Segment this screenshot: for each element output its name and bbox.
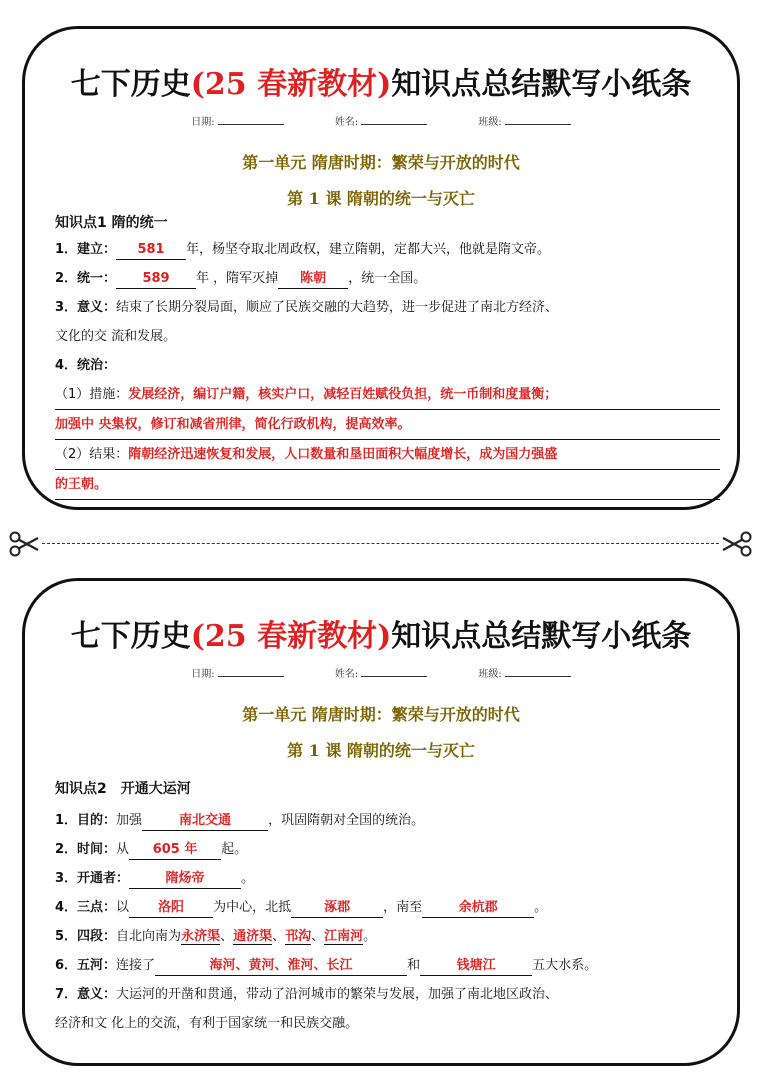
- answer-blank[interactable]: 钱塘江: [420, 957, 532, 976]
- answer-blank[interactable]: 海河、黄河、淮河、长江: [155, 957, 407, 976]
- answer-blank[interactable]: 余杭郡: [422, 899, 534, 918]
- answer-blank[interactable]: 隋炀帝: [129, 870, 241, 889]
- name-field[interactable]: 姓名:: [335, 113, 427, 128]
- knowledge-point-title: 知识点2 开通大运河: [55, 781, 191, 797]
- item-builder: 3．开通者： 隋炀帝 。: [55, 864, 720, 893]
- item-three-points: 4．三点：以 洛阳 为中心，北抵 涿郡 ，南至 余杭郡 。: [55, 893, 720, 922]
- item-rule: 4．统治：: [55, 358, 117, 373]
- card-title: 七下历史(25 春新教材)知识点总结默写小纸条: [70, 67, 692, 102]
- knowledge-body: 1．目的：加强 南北交通 ，巩固隋朝对全国的统治。 2．时间：从 605 年 起。 3．开通者： 隋炀帝 。 4．三点：以 洛阳 为中心，北抵 涿郡 ，南至 余杭郡 。 5．四段：自北向南为永济渠、通济渠、邗沟、江南河。 6．五河：连接了 海河、黄河、淮河、长江 和 钱塘江 五大水系。 7．意义：大运河的开凿和贯通，带动了沿河城市的繁荣与发展，加强了南北地区政治、 经济和文 化上的交流，有利于国家统一和民族交融。: [55, 806, 720, 1038]
- unit-heading: 第一单元 隋唐时期：繁荣与开放的时代: [242, 153, 520, 172]
- answer-blank[interactable]: 涿郡: [291, 899, 383, 918]
- item-five-rivers: 6．五河：连接了 海河、黄河、淮河、长江 和 钱塘江 五大水系。: [55, 951, 720, 980]
- answer-blank[interactable]: 南北交通: [142, 812, 268, 831]
- answer-blank[interactable]: 605 年: [129, 841, 221, 860]
- answer-blank[interactable]: 陈朝: [278, 270, 348, 289]
- measures-line-1[interactable]: （1）措施：发展经济，编订户籍，核实户口，减轻百姓赋役负担，统一币制和度量衡；: [55, 380, 720, 410]
- scissors-icon: [8, 530, 40, 558]
- item-significance: 7．意义：大运河的开凿和贯通，带动了沿河城市的繁荣与发展，加强了南北地区政治、: [55, 987, 559, 1002]
- meta-fields: [25, 113, 737, 128]
- results-line-2[interactable]: 的王朝。: [55, 470, 720, 500]
- name-field[interactable]: 姓名:: [335, 665, 427, 680]
- item-time: 2．时间：从 605 年 起。: [55, 835, 720, 864]
- item-purpose: 1．目的：加强 南北交通 ，巩固隋朝对全国的统治。: [55, 806, 720, 835]
- answer-blank[interactable]: 永济渠: [181, 929, 221, 944]
- item-unify: 2．统一： 589 年 ，隋军灭掉 陈朝 ，统一全国。: [55, 264, 720, 293]
- unit-heading: 第一单元 隋唐时期：繁荣与开放的时代: [242, 705, 520, 724]
- lesson-heading: 第 1 课 隋朝的统一与灭亡: [287, 189, 475, 208]
- answer-blank[interactable]: 洛阳: [129, 899, 213, 918]
- answer-blank[interactable]: 通济渠: [233, 929, 273, 944]
- date-field[interactable]: 日期:: [191, 113, 283, 128]
- answer-blank[interactable]: 589: [116, 270, 196, 289]
- answer-blank[interactable]: 581: [116, 241, 186, 260]
- note-card-1: [22, 26, 740, 510]
- knowledge-point-title: 知识点1 隋的统一: [55, 215, 168, 231]
- lesson-heading: 第 1 课 隋朝的统一与灭亡: [287, 741, 475, 760]
- card-title: 七下历史(25 春新教材)知识点总结默写小纸条: [70, 619, 692, 654]
- item-four-sections: 5．四段：自北向南为永济渠、通济渠、邗沟、江南河。: [55, 929, 377, 944]
- class-field[interactable]: 班级:: [478, 113, 570, 128]
- item-significance: 3．意义：结束了长期分裂局面，顺应了民族交融的大趋势，进一步促进了南北方经济、: [55, 300, 559, 315]
- item-establish: 1．建立： 581 年，杨坚夺取北周政权，建立隋朝，定都大兴，他就是隋文帝。: [55, 235, 720, 264]
- answer-blank[interactable]: 邗沟: [285, 929, 312, 944]
- meta-fields: [25, 665, 737, 680]
- date-field[interactable]: 日期:: [191, 665, 283, 680]
- results-line-1[interactable]: （2）结果：隋朝经济迅速恢复和发展，人口数量和垦田面积大幅度增长，成为国力强盛: [55, 440, 720, 470]
- measures-line-2[interactable]: 加强中 央集权，修订和减省刑律，简化行政机构，提高效率。: [55, 410, 720, 440]
- scissors-icon: [721, 530, 753, 558]
- cut-line: [8, 530, 753, 558]
- class-field[interactable]: 班级:: [478, 665, 570, 680]
- answer-blank[interactable]: 江南河: [324, 929, 364, 944]
- knowledge-body: 1．建立： 581 年，杨坚夺取北周政权，建立隋朝，定都大兴，他就是隋文帝。 2．统一： 589 年 ，隋军灭掉 陈朝 ，统一全国。 3．意义：结束了长期分裂局面，顺应了民族交融的大趋势，进一步促进了南北方经济、 文化的交 流和发展。 4．统治： （1）措施：发展经济，编订户籍，核实户口，减轻百姓赋役负担，统一币制和度量衡； 加强中 央集权，修订和减省刑律，简化行政机构，提高效率。 （2）结果：隋朝经济迅速恢复和发展，人口数量和垦田面积大幅度增长，成为国力强盛 的王朝。: [55, 235, 720, 500]
- dashed-divider: [42, 543, 719, 544]
- note-card-2: [22, 578, 740, 1066]
